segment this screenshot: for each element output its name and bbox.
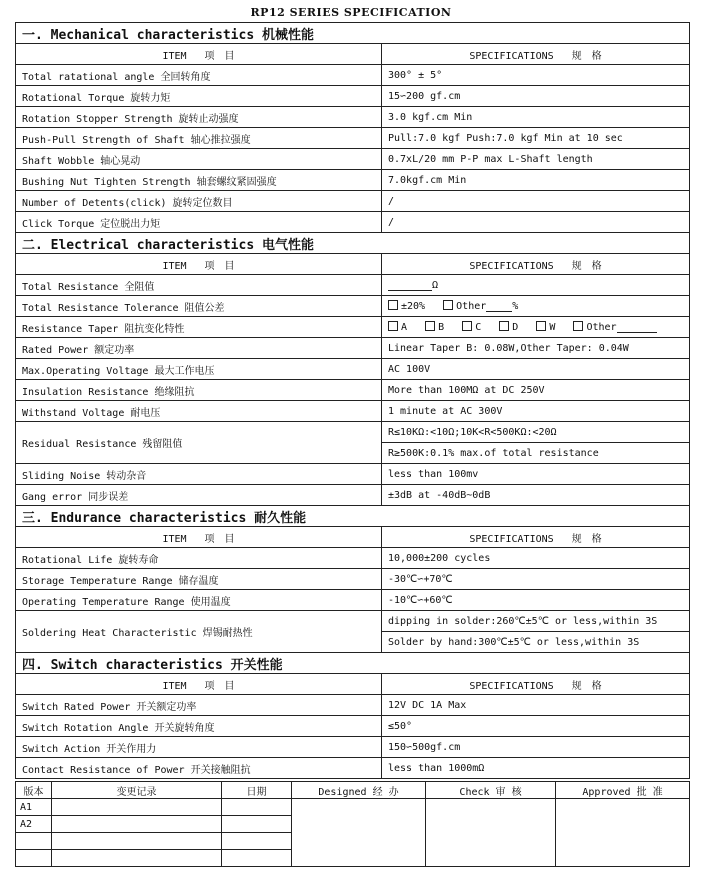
spec-row [16, 65, 690, 86]
spec-row [16, 380, 690, 401]
spec-value: 0.7xL/20 mm P-P max L-Shaft length [382, 149, 690, 170]
revision-header-row [16, 782, 690, 799]
spec-value: More than 100MΩ at DC 250V [382, 380, 690, 401]
spec-value: ±3dB at -40dB~0dB [382, 485, 690, 506]
spec-row [16, 569, 690, 590]
version-col-header: 版本 [16, 782, 52, 799]
approved-header: Approved 批 准 [556, 782, 690, 799]
item-header-cn: 项 目 [204, 50, 235, 62]
date-cell[interactable] [222, 833, 292, 850]
spec-value: 300° ± 5° [382, 65, 690, 86]
spec-row [16, 359, 690, 380]
version-cell: A2 [16, 816, 52, 833]
spec-item: Rotational Life 旋转寿命 [16, 548, 382, 569]
spec-item: Bushing Nut Tighten Strength 轴套螺纹紧固强度 [16, 170, 382, 191]
spec-value: ≤50° [382, 716, 690, 737]
spec-value: R≥500K:0.1% max.of total resistance [382, 443, 690, 464]
spec-value: -30℃∽+70℃ [382, 569, 690, 590]
tolerance-20-checkbox[interactable] [388, 300, 398, 310]
version-cell[interactable] [16, 833, 52, 850]
item-header: ITEM [162, 260, 187, 272]
column-header-row [16, 674, 690, 695]
spec-item: Switch Rated Power 开关额定功率 [16, 695, 382, 716]
spec-item: Total Resistance 全阻值 [16, 275, 382, 296]
column-header-row [16, 527, 690, 548]
spec-header-cn: 规 格 [571, 533, 602, 545]
date-cell[interactable] [222, 816, 292, 833]
spec-value: ±20% Other % [382, 296, 690, 317]
spec-row [16, 149, 690, 170]
record-cell[interactable] [52, 816, 222, 833]
spec-value: 7.0kgf.cm Min [382, 170, 690, 191]
spec-item: Switch Action 开关作用力 [16, 737, 382, 758]
spec-row [16, 695, 690, 716]
record-cell[interactable] [52, 833, 222, 850]
version-cell: A1 [16, 799, 52, 816]
tolerance-other-blank[interactable] [486, 302, 512, 312]
spec-value: -10℃∽+60℃ [382, 590, 690, 611]
spec-value: less than 1000mΩ [382, 758, 690, 779]
spec-header-cn: 规 格 [571, 50, 602, 62]
spec-row [16, 212, 690, 233]
tolerance-other-checkbox[interactable] [443, 300, 453, 310]
date-cell[interactable] [222, 850, 292, 867]
spec-item: Operating Temperature Range 使用温度 [16, 590, 382, 611]
spec-value: / [382, 212, 690, 233]
column-header-row [16, 254, 690, 275]
spec-table [15, 22, 690, 779]
spec-row [16, 317, 690, 338]
spec-item: Click Torque 定位脱出力矩 [16, 212, 382, 233]
spec-row [16, 86, 690, 107]
revision-row [16, 799, 690, 816]
spec-row [16, 737, 690, 758]
spec-item: Total Resistance Tolerance 阻值公差 [16, 296, 382, 317]
spec-item: Max.Operating Voltage 最大工作电压 [16, 359, 382, 380]
spec-item: Resistance Taper 阻抗变化特性 [16, 317, 382, 338]
spec-row [16, 338, 690, 359]
spec-item: Switch Rotation Angle 开关旋转角度 [16, 716, 382, 737]
item-header: ITEM [162, 680, 187, 692]
spec-row [16, 611, 690, 632]
record-col-header: 变更记录 [52, 782, 222, 799]
taper-d-checkbox[interactable] [499, 321, 509, 331]
spec-item: Residual Resistance 残留阻值 [16, 422, 382, 464]
spec-header-cn: 规 格 [571, 680, 602, 692]
taper-other-checkbox[interactable] [573, 321, 583, 331]
spec-item: Soldering Heat Characteristic 焊锡耐热性 [16, 611, 382, 653]
spec-row [16, 296, 690, 317]
section-electrical-header: 二. Electrical characteristics 电气性能 [16, 233, 690, 254]
spec-item: Storage Temperature Range 储存温度 [16, 569, 382, 590]
taper-a-checkbox[interactable] [388, 321, 398, 331]
designed-header: Designed 经 办 [292, 782, 426, 799]
document-title: RP12 SERIES SPECIFICATION [250, 6, 452, 19]
spec-row [16, 170, 690, 191]
spec-item: Gang error 同步误差 [16, 485, 382, 506]
taper-c-checkbox[interactable] [462, 321, 472, 331]
spec-item: Insulation Resistance 绝缘阻抗 [16, 380, 382, 401]
spec-row [16, 548, 690, 569]
spec-item: Total ratational angle 全回转角度 [16, 65, 382, 86]
item-header-cn: 项 目 [204, 680, 235, 692]
spec-value: Ω [382, 275, 690, 296]
spec-value: / [382, 191, 690, 212]
spec-value: 1 minute at AC 300V [382, 401, 690, 422]
spec-header: SPECIFICATIONS [469, 50, 554, 62]
spec-row [16, 758, 690, 779]
date-cell[interactable] [222, 799, 292, 816]
spec-item: Push-Pull Strength of Shaft 轴心推拉强度 [16, 128, 382, 149]
spec-value: A B C D W Other [382, 317, 690, 338]
section-endurance-header: 三. Endurance characteristics 耐久性能 [16, 506, 690, 527]
spec-item: Number of Detents(click) 旋转定位数目 [16, 191, 382, 212]
spec-item: Rotation Stopper Strength 旋转止动强度 [16, 107, 382, 128]
taper-w-checkbox[interactable] [536, 321, 546, 331]
spec-header: SPECIFICATIONS [469, 680, 554, 692]
spec-value: 3.0 kgf.cm Min [382, 107, 690, 128]
spec-item: Rated Power 额定功率 [16, 338, 382, 359]
spec-row [16, 422, 690, 443]
item-header: ITEM [162, 533, 187, 545]
spec-item: Shaft Wobble 轴心晃动 [16, 149, 382, 170]
approved-signature-cell[interactable] [556, 799, 690, 867]
spec-value: 10,000±200 cycles [382, 548, 690, 569]
spec-header: SPECIFICATIONS [469, 260, 554, 272]
column-header-row [16, 44, 690, 65]
revision-table [15, 781, 690, 867]
record-cell[interactable] [52, 850, 222, 867]
spec-value: less than 100mv [382, 464, 690, 485]
spec-value: 12V DC 1A Max [382, 695, 690, 716]
date-col-header: 日期 [222, 782, 292, 799]
spec-row [16, 464, 690, 485]
designed-signature-cell[interactable] [292, 799, 426, 867]
section-mechanical-header: 一. Mechanical characteristics 机械性能 [16, 23, 690, 44]
spec-value: Linear Taper B: 0.08W,Other Taper: 0.04W [382, 338, 690, 359]
section-switch-header: 四. Switch characteristics 开关性能 [16, 653, 690, 674]
spec-item: Rotational Torque 旋转力矩 [16, 86, 382, 107]
item-header: ITEM [162, 50, 187, 62]
version-cell[interactable] [16, 850, 52, 867]
spec-value: Solder by hand:300℃±5℃ or less,within 3S [382, 632, 690, 653]
spec-row [16, 590, 690, 611]
check-header: Check 审 核 [426, 782, 556, 799]
spec-value: R≤10KΩ:<10Ω;10K<R<500KΩ:<20Ω [382, 422, 690, 443]
record-cell[interactable] [52, 799, 222, 816]
spec-row [16, 191, 690, 212]
spec-row [16, 401, 690, 422]
spec-row [16, 128, 690, 149]
check-signature-cell[interactable] [426, 799, 556, 867]
spec-item: Contact Resistance of Power 开关接触阻抗 [16, 758, 382, 779]
spec-header: SPECIFICATIONS [469, 533, 554, 545]
spec-value: AC 100V [382, 359, 690, 380]
spec-value: dipping in solder:260℃±5℃ or less,within 3S [382, 611, 690, 632]
spec-value: Pull:7.0 kgf Push:7.0 kgf Min at 10 sec [382, 128, 690, 149]
resistance-blank[interactable] [388, 281, 432, 291]
spec-row [16, 275, 690, 296]
item-header-cn: 项 目 [204, 260, 235, 272]
spec-row [16, 485, 690, 506]
taper-other-blank[interactable] [617, 323, 657, 333]
spec-header-cn: 规 格 [571, 260, 602, 272]
spec-value: 15∽200 gf.cm [382, 86, 690, 107]
spec-value: 150∽500gf.cm [382, 737, 690, 758]
spec-row [16, 107, 690, 128]
spec-row [16, 716, 690, 737]
item-header-cn: 项 目 [204, 533, 235, 545]
taper-b-checkbox[interactable] [425, 321, 435, 331]
spec-item: Sliding Noise 转动杂音 [16, 464, 382, 485]
spec-item: Withstand Voltage 耐电压 [16, 401, 382, 422]
